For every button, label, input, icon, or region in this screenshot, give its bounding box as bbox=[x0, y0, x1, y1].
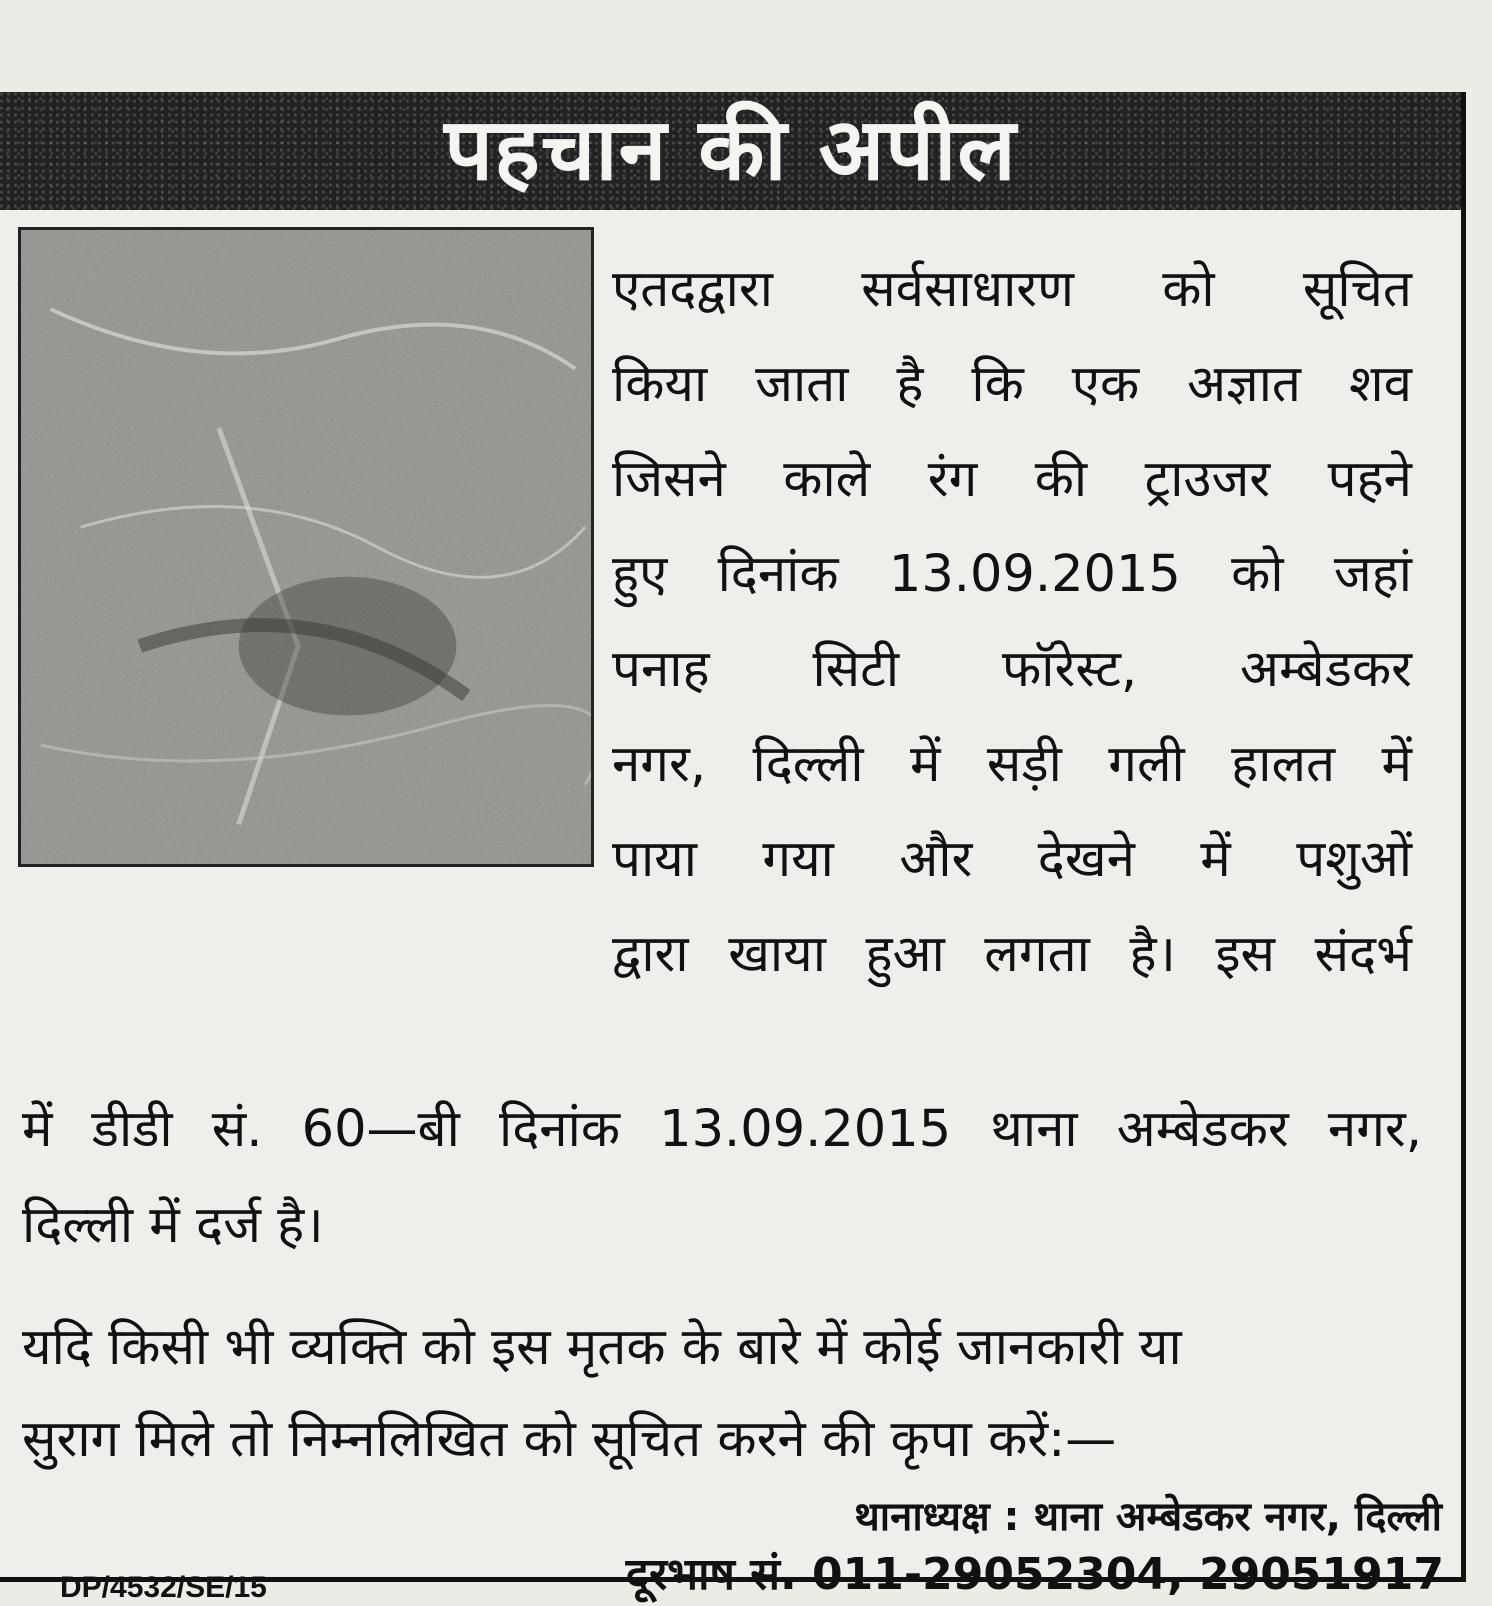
appeal-notice bbox=[0, 92, 1466, 1582]
body-line: पाया गया और देखने में पशुओं bbox=[612, 830, 1412, 889]
information-request bbox=[22, 1302, 1422, 1486]
notice-body bbox=[612, 242, 1412, 1002]
notice-title: पहचान की अपील bbox=[444, 100, 1017, 200]
body-line: में डीडी सं. 60—बी दिनांक 13.09.2015 थाना अम्बेडकर नगर, bbox=[22, 1100, 1422, 1159]
body-photo bbox=[18, 227, 594, 867]
body-line: हुए दिनांक 13.09.2015 को जहां bbox=[612, 545, 1412, 604]
station-officer-contact: थानाध्यक्ष : थाना अम्बेडकर नगर, दिल्ली bbox=[854, 1494, 1442, 1540]
body-line: एतदद्वारा सर्वसाधारण को सूचित bbox=[612, 260, 1412, 319]
title-banner bbox=[0, 92, 1461, 210]
body-line: किया जाता है कि एक अज्ञात शव bbox=[612, 355, 1412, 414]
photo-image bbox=[21, 230, 591, 864]
phone-numbers: दूरभाष सं. 011-29052304, 29051917 bbox=[625, 1549, 1444, 1600]
body-line: जिसने काले रंग की ट्राउजर पहने bbox=[612, 450, 1412, 509]
body-line: दिल्ली में दर्ज है। bbox=[22, 1196, 324, 1255]
request-line: यदि किसी भी व्यक्ति को इस मृतक के बारे में कोई जानकारी या bbox=[22, 1318, 1182, 1377]
body-line: नगर, दिल्ली में सड़ी गली हालत में bbox=[612, 735, 1412, 794]
body-line: पनाह सिटी फॉरेस्ट, अम्बेडकर bbox=[612, 640, 1412, 699]
request-line: सुराग मिले तो निम्नलिखित को सूचित करने की कृपा करें:— bbox=[22, 1410, 1117, 1469]
reference-code: DP/4532/SE/15 bbox=[60, 1571, 267, 1604]
body-line: द्वारा खाया हुआ लगता है। इस संदर्भ bbox=[612, 925, 1412, 984]
notice-body-continued bbox=[22, 1082, 1422, 1274]
